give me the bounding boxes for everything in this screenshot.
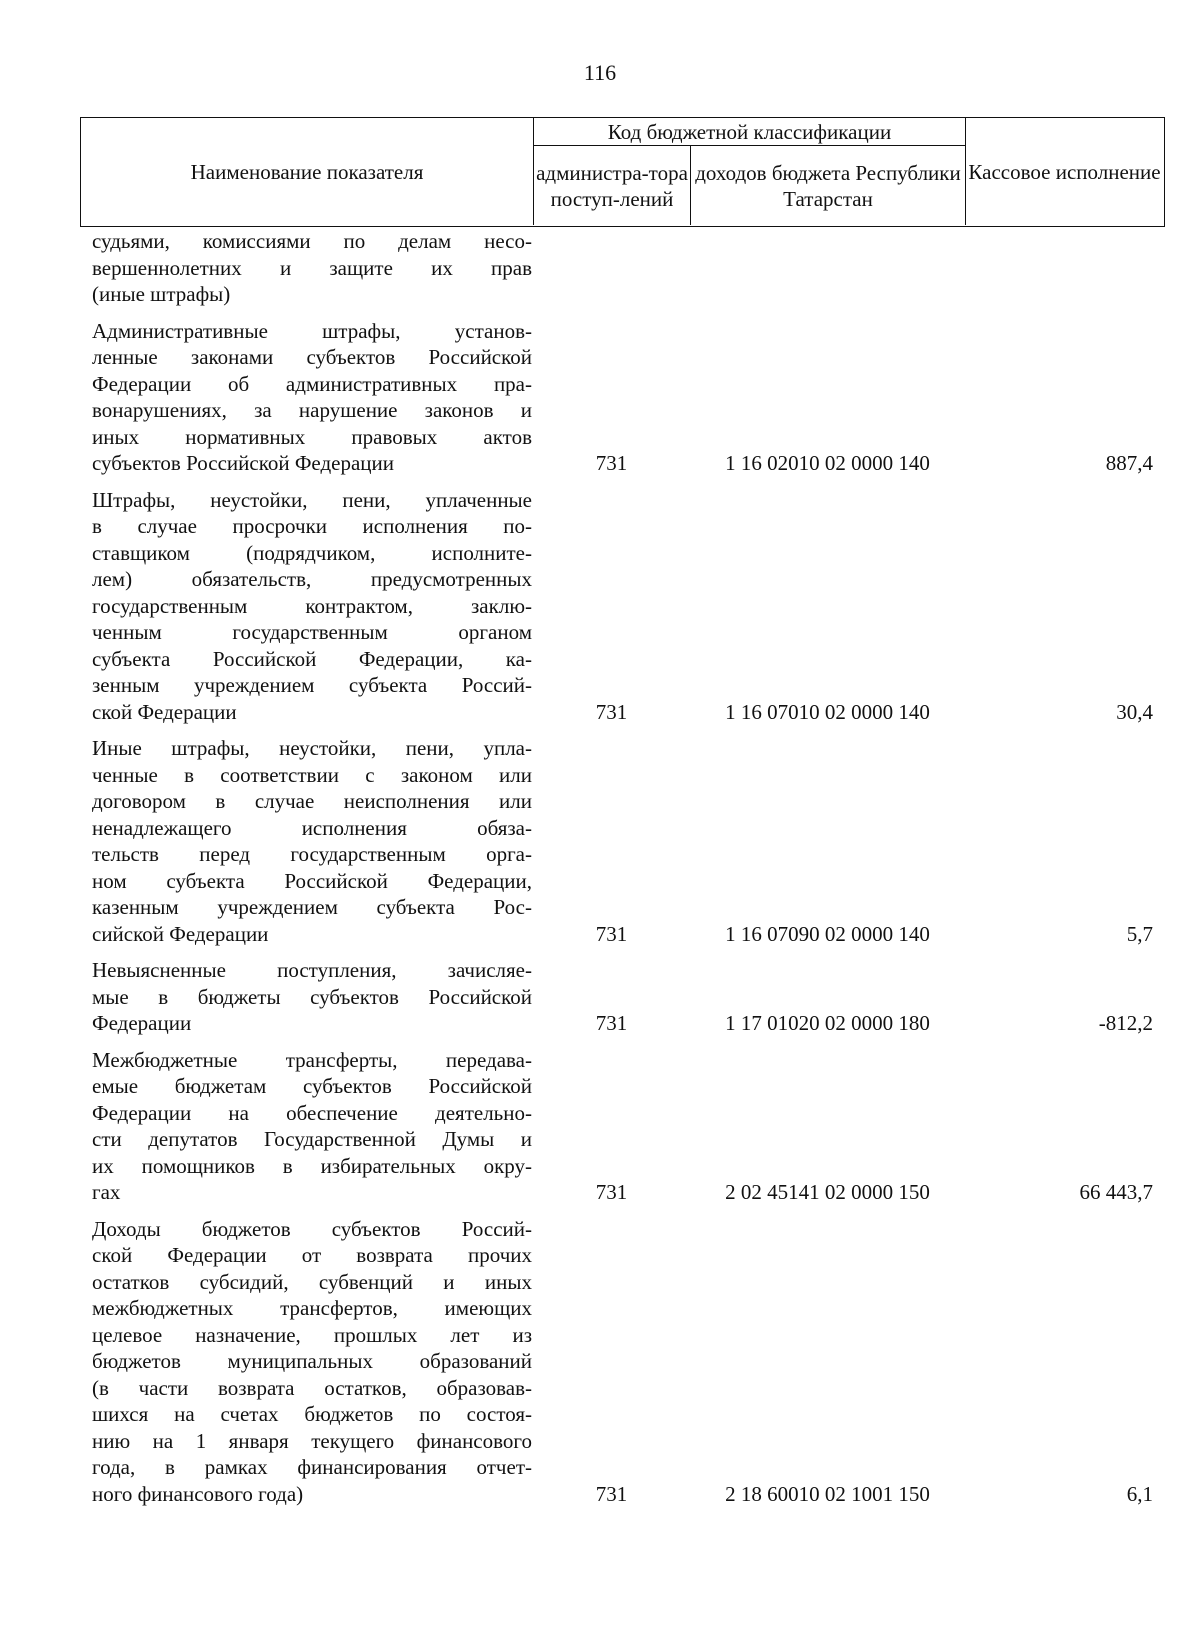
row-name <box>80 957 532 1037</box>
row-code: 1 16 02010 02 0000 140 <box>725 451 930 475</box>
row-code: 2 02 45141 02 0000 150 <box>725 1180 930 1204</box>
header-name: Наименование показателя <box>81 118 534 225</box>
row-name-line: Межбюджетные трансферты, передава- <box>92 1047 532 1072</box>
row-value: 6,1 <box>1126 1481 1153 1506</box>
row-name-line: Федерации об административных пра- <box>92 371 532 396</box>
row-admin: 731 <box>595 1481 628 1506</box>
table-header <box>80 117 1165 227</box>
row-value: 66 443,7 <box>1079 1180 1153 1204</box>
row-name-line: мые в бюджеты субъектов Российской <box>92 984 532 1009</box>
row-name-line: Административные штрафы, установ- <box>92 318 532 343</box>
row-admin: 731 <box>595 1180 628 1204</box>
row-name-line: ставщиком (подрядчиком, исполните- <box>92 540 532 565</box>
row-name <box>80 228 532 308</box>
row-name-line: государственным контрактом, заклю- <box>92 593 532 618</box>
row-name-line: ного финансового года) <box>92 1481 304 1506</box>
row-name-line: зенным учреждением субъекта Россий- <box>92 673 532 697</box>
row-code: 1 16 07090 02 0000 140 <box>725 921 930 946</box>
row-name-line: гах <box>92 1180 121 1204</box>
row-name-line: тельств перед государственным орга- <box>92 842 532 866</box>
table-body <box>80 228 1165 1507</box>
row-name-line: ном субъекта Российской Федерации, <box>92 868 532 893</box>
row-name-line: субъектов Российской Федерации <box>92 451 395 475</box>
row-name-line: Федерации <box>92 1011 192 1035</box>
table-row <box>80 487 1165 726</box>
header-code-group: Код бюджетной классификации <box>534 118 966 146</box>
row-name-line: (в части возврата остатков, образовав- <box>92 1375 532 1400</box>
table-row <box>80 735 1165 947</box>
row-name-line: Иные штрафы, неустойки, пени, упла- <box>92 736 532 760</box>
row-name <box>80 1216 532 1508</box>
row-name-line: иных нормативных правовых актов <box>92 424 532 449</box>
table-row <box>80 228 1165 308</box>
table-row <box>80 1216 1165 1508</box>
row-name-line: емые бюджетам субъектов Российской <box>92 1074 532 1098</box>
row-name-line: целевое назначение, прошлых лет из <box>92 1322 532 1347</box>
row-admin: 731 <box>595 921 628 946</box>
row-name-line: ненадлежащего исполнения обяза- <box>92 815 532 840</box>
row-name-line: вершеннолетних и защите их прав <box>92 255 532 280</box>
row-name <box>80 487 532 726</box>
row-name-line: Невыясненные поступления, зачисляе- <box>92 958 532 982</box>
header-income: доходов бюджета Республики Татарстан <box>691 146 966 225</box>
row-value: -812,2 <box>1098 1011 1153 1035</box>
row-name-line: ченным государственным органом <box>92 620 532 644</box>
row-name-line: Доходы бюджетов субъектов Россий- <box>92 1216 532 1241</box>
table-row <box>80 318 1165 477</box>
header-execution: Кассовое исполнение <box>968 159 1161 184</box>
row-name-line: шихся на счетах бюджетов по состоя- <box>92 1402 532 1426</box>
row-name-line: казенным учреждением субъекта Рос- <box>92 895 532 919</box>
row-name-line: ской Федерации от возврата прочих <box>92 1243 532 1267</box>
row-name <box>80 318 532 477</box>
row-name-line: вонарушениях, за нарушение законов и <box>92 398 532 422</box>
row-name-line: Штрафы, неустойки, пени, уплаченные <box>92 487 532 512</box>
row-name-line: сийской Федерации <box>92 921 269 946</box>
row-code: 1 17 01020 02 0000 180 <box>725 1011 930 1035</box>
row-name <box>80 1047 532 1206</box>
row-name-line: сти депутатов Государственной Думы и <box>92 1127 532 1151</box>
row-code: 2 18 60010 02 1001 150 <box>725 1481 930 1506</box>
row-admin: 731 <box>595 451 628 475</box>
row-admin: 731 <box>595 699 628 724</box>
row-name-line: в случае просрочки исполнения по- <box>92 514 532 538</box>
row-name-line: договором в случае неисполнения или <box>92 789 532 813</box>
row-value: 887,4 <box>1105 451 1153 475</box>
row-name <box>80 735 532 947</box>
row-name-line: Федерации на обеспечение деятельно- <box>92 1100 532 1125</box>
row-name-line: межбюджетных трансфертов, имеющих <box>92 1296 532 1320</box>
row-code: 1 16 07010 02 0000 140 <box>725 699 930 724</box>
row-name-line: судьями, комиссиями по делам несо- <box>92 229 532 253</box>
row-name-line: (иные штрафы) <box>92 282 231 306</box>
table-row <box>80 957 1165 1037</box>
page-number: 116 <box>583 60 617 85</box>
row-value: 30,4 <box>1116 699 1153 724</box>
header-admin: администра-тора поступ-лений <box>534 146 691 225</box>
table-row <box>80 1047 1165 1206</box>
row-name-line: ской Федерации <box>92 699 237 724</box>
row-name-line: бюджетов муниципальных образований <box>92 1349 532 1373</box>
row-name-line: нию на 1 января текущего финансового <box>92 1428 532 1453</box>
row-name-line: субъекта Российской Федерации, ка- <box>92 646 532 671</box>
row-admin: 731 <box>595 1011 628 1035</box>
row-name-line: лем) обязательств, предусмотренных <box>92 567 532 591</box>
row-value: 5,7 <box>1126 921 1153 946</box>
row-name-line: ленные законами субъектов Российской <box>92 345 532 369</box>
row-name-line: остатков субсидий, субвенций и иных <box>92 1269 532 1294</box>
row-name-line: ченные в соответствии с законом или <box>92 762 532 787</box>
row-name-line: их помощников в избирательных окру- <box>92 1153 532 1178</box>
row-name-line: года, в рамках финансирования отчет- <box>92 1455 532 1479</box>
